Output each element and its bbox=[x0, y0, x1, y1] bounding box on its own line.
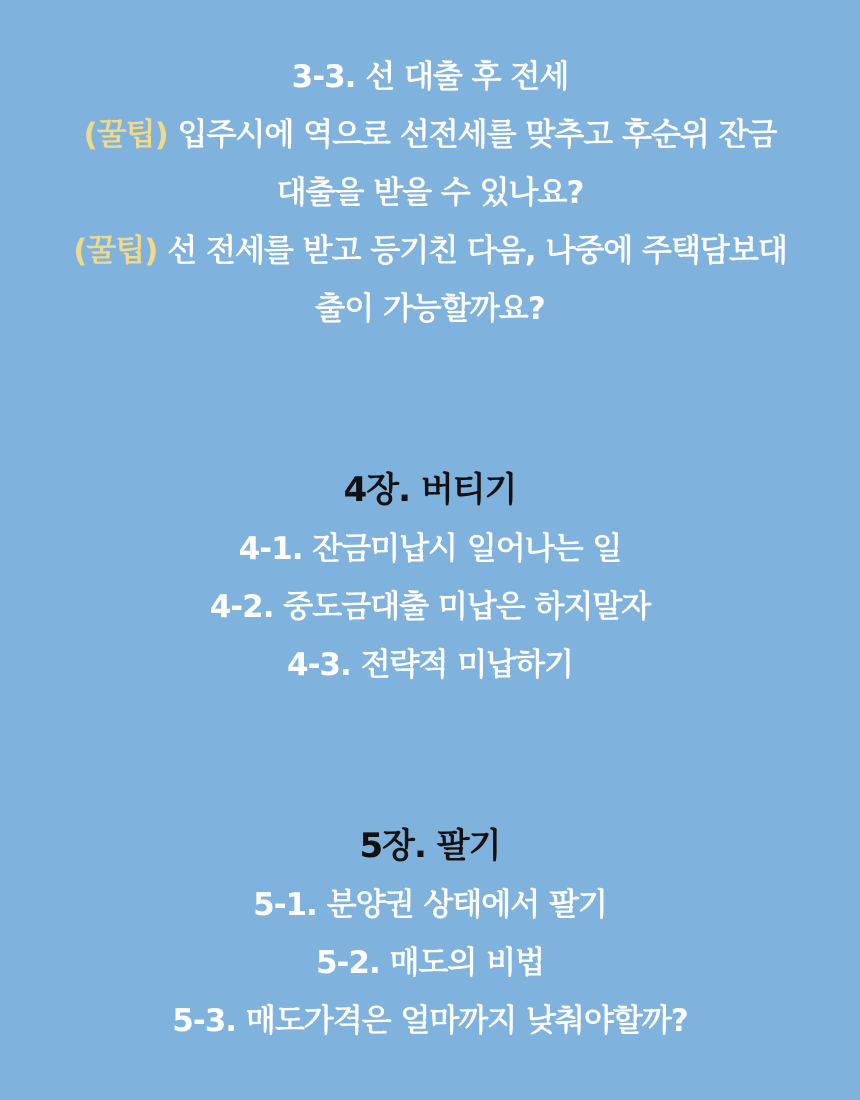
tip-1-text-a: 입주시에 역으로 선전세를 맞추고 후순위 잔금 bbox=[167, 117, 777, 153]
tip-2-text-b: 출이 가능할까요? bbox=[315, 291, 545, 327]
toc-item-4-2: 4-2. 중도금대출 미납은 하지말자 bbox=[209, 589, 651, 625]
chapter-4-title: 4장. 버티기 bbox=[343, 470, 517, 510]
tip-line-1a bbox=[0, 106, 860, 164]
chapter-5-title: 5장. 팔기 bbox=[359, 826, 501, 866]
tip-2-text-a: 선 전세를 받고 등기친 다음, 나중에 주택담보대 bbox=[157, 233, 787, 269]
tip-1-text-b: 대출을 받을 수 있나요? bbox=[276, 175, 584, 211]
toc-item-3-3: 3-3. 선 대출 후 전세 bbox=[291, 59, 569, 95]
toc-item-5-2: 5-2. 매도의 비법 bbox=[315, 945, 545, 981]
toc-item-4-1: 4-1. 잔금미납시 일어나는 일 bbox=[238, 531, 622, 567]
toc-item-4-3: 4-3. 전략적 미납하기 bbox=[287, 647, 573, 683]
tip-label: (꿀팁) bbox=[83, 117, 168, 153]
section-spacer bbox=[0, 338, 860, 460]
section-spacer bbox=[0, 694, 860, 816]
tip-line-2a bbox=[0, 222, 860, 280]
toc-item-5-3: 5-3. 매도가격은 얼마까지 낮춰야할까? bbox=[172, 1003, 688, 1039]
toc-item-5-1: 5-1. 분양권 상태에서 팔기 bbox=[253, 887, 607, 923]
tip-label: (꿀팁) bbox=[73, 233, 158, 269]
